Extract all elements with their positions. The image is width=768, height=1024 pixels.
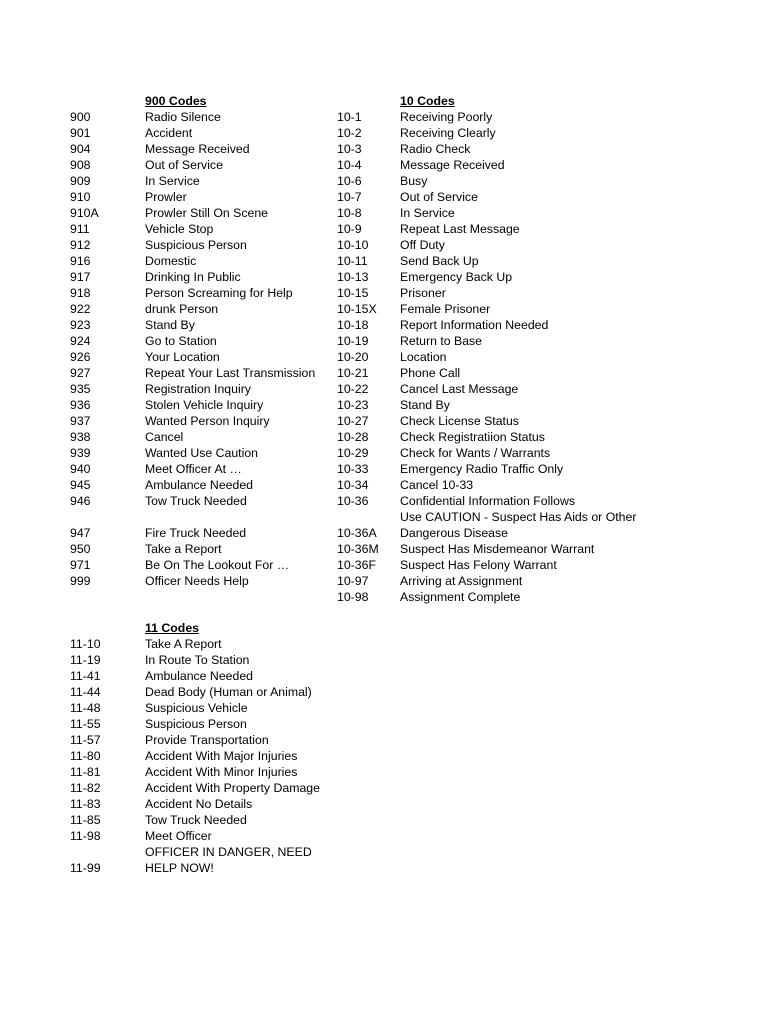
code-meaning: Tow Truck Needed bbox=[145, 494, 247, 508]
code-meaning: Return to Base bbox=[400, 334, 483, 348]
code-meaning: Take a Report bbox=[145, 542, 222, 556]
code-meaning: Ambulance Needed bbox=[145, 478, 254, 492]
code-meaning: Accident With Property Damage bbox=[145, 781, 320, 795]
code-number: 11-83 bbox=[70, 797, 101, 811]
code-meaning: Stand By bbox=[400, 398, 450, 412]
code-number: 11-48 bbox=[70, 701, 101, 715]
code-number: 10-29 bbox=[337, 446, 369, 460]
code-number: 10-2 bbox=[337, 126, 362, 140]
code-number: 946 bbox=[70, 494, 91, 508]
code-meaning: Suspicious Vehicle bbox=[145, 701, 248, 715]
code-meaning: Drinking In Public bbox=[145, 270, 241, 284]
code-meaning: Go to Station bbox=[145, 334, 217, 348]
code-number: 945 bbox=[70, 478, 91, 492]
code-number: 918 bbox=[70, 286, 91, 300]
code-number: 11-81 bbox=[70, 765, 101, 779]
code-number: 10-4 bbox=[337, 158, 362, 172]
code-number: 10-36F bbox=[337, 558, 376, 572]
code-number: 940 bbox=[70, 462, 91, 476]
code-number: 912 bbox=[70, 238, 91, 252]
code-number: 922 bbox=[70, 302, 91, 316]
code-meaning: Cancel Last Message bbox=[400, 382, 519, 396]
code-number: 10-8 bbox=[337, 206, 362, 220]
code-number: 917 bbox=[70, 270, 91, 284]
code-number: 971 bbox=[70, 558, 91, 572]
code-meaning: Message Received bbox=[145, 142, 250, 156]
code-meaning: Take A Report bbox=[145, 637, 222, 651]
code-meaning: Phone Call bbox=[400, 366, 461, 380]
code-meaning: Report Information Needed bbox=[400, 318, 549, 332]
code-meaning: Radio Silence bbox=[145, 110, 221, 124]
code-number: 938 bbox=[70, 430, 91, 444]
code-meaning: Provide Transportation bbox=[145, 733, 269, 747]
code-number: 10-34 bbox=[337, 478, 369, 492]
code-number: 908 bbox=[70, 158, 91, 172]
code-number: 10-97 bbox=[337, 574, 369, 588]
code-meaning: Busy bbox=[400, 174, 428, 188]
code-number: 11-19 bbox=[70, 653, 101, 667]
code-number: 999 bbox=[70, 574, 91, 588]
code-number: 10-28 bbox=[337, 430, 369, 444]
code-number: 936 bbox=[70, 398, 91, 412]
code-meaning: Cancel 10-33 bbox=[400, 478, 474, 492]
code-number: 10-11 bbox=[337, 254, 368, 268]
code-meaning: Repeat Your Last Transmission bbox=[145, 366, 316, 380]
code-number: 10-27 bbox=[337, 414, 369, 428]
code-number: 924 bbox=[70, 334, 91, 348]
code-number: 10-10 bbox=[337, 238, 369, 252]
code-number: 923 bbox=[70, 318, 91, 332]
code-number: 10-36A bbox=[337, 526, 377, 540]
code-number: 11-55 bbox=[70, 717, 101, 731]
code-number: 10-22 bbox=[337, 382, 369, 396]
code-meaning: Female Prisoner bbox=[400, 302, 491, 316]
code-meaning: Accident With Major Injuries bbox=[145, 749, 298, 763]
code-meaning: Use CAUTION - Suspect Has Aids or Other bbox=[400, 510, 637, 524]
code-number: 904 bbox=[70, 142, 91, 156]
code-number: 10-20 bbox=[337, 350, 369, 364]
code-meaning: Accident bbox=[145, 126, 193, 140]
section-title-10-codes: 10 Codes bbox=[400, 94, 455, 108]
code-meaning: Your Location bbox=[145, 350, 220, 364]
code-meaning: Domestic bbox=[145, 254, 197, 268]
code-number: 10-13 bbox=[337, 270, 369, 284]
code-meaning: Be On The Lookout For … bbox=[145, 558, 289, 572]
section-title-900-codes: 900 Codes bbox=[145, 94, 207, 108]
code-number: 11-10 bbox=[70, 637, 101, 651]
code-meaning: Emergency Radio Traffic Only bbox=[400, 462, 564, 476]
code-meaning: Officer Needs Help bbox=[145, 574, 249, 588]
code-meaning: Dangerous Disease bbox=[400, 526, 509, 540]
code-number: 10-98 bbox=[337, 590, 369, 604]
code-number: 935 bbox=[70, 382, 91, 396]
code-meaning: Check Registratiion Status bbox=[400, 430, 545, 444]
code-number: 11-80 bbox=[70, 749, 101, 763]
code-number: 10-15 bbox=[337, 286, 369, 300]
code-number: 926 bbox=[70, 350, 91, 364]
code-meaning: Meet Officer bbox=[145, 829, 212, 843]
code-meaning: Wanted Use Caution bbox=[145, 446, 259, 460]
code-meaning: Confidential Information Follows bbox=[400, 494, 575, 508]
code-number: 901 bbox=[70, 126, 91, 140]
code-number: 927 bbox=[70, 366, 91, 380]
code-number: 11-82 bbox=[70, 781, 101, 795]
code-meaning: Out of Service bbox=[145, 158, 223, 172]
code-number: 910A bbox=[70, 206, 99, 220]
code-number: 900 bbox=[70, 110, 91, 124]
code-meaning: Check for Wants / Warrants bbox=[400, 446, 551, 460]
code-number: 10-36 bbox=[337, 494, 369, 508]
code-number: 11-99 bbox=[70, 861, 101, 875]
code-meaning: In Route To Station bbox=[145, 653, 250, 667]
code-meaning: Out of Service bbox=[400, 190, 478, 204]
code-meaning: In Service bbox=[400, 206, 455, 220]
code-number: 909 bbox=[70, 174, 91, 188]
code-meaning: Assignment Complete bbox=[400, 590, 521, 604]
code-meaning: Suspect Has Misdemeanor Warrant bbox=[400, 542, 595, 556]
code-meaning: Repeat Last Message bbox=[400, 222, 520, 236]
code-meaning: Message Received bbox=[400, 158, 505, 172]
code-number: 10-19 bbox=[337, 334, 369, 348]
code-meaning: Emergency Back Up bbox=[400, 270, 513, 284]
code-meaning: Prisoner bbox=[400, 286, 446, 300]
code-number: 937 bbox=[70, 414, 91, 428]
code-meaning: Send Back Up bbox=[400, 254, 479, 268]
code-number: 11-41 bbox=[70, 669, 101, 683]
code-meaning: Meet Officer At … bbox=[145, 462, 242, 476]
code-meaning: Tow Truck Needed bbox=[145, 813, 247, 827]
code-meaning: Location bbox=[400, 350, 447, 364]
code-meaning: Stand By bbox=[145, 318, 195, 332]
code-number: 10-36M bbox=[337, 542, 379, 556]
code-number: 911 bbox=[70, 222, 90, 236]
code-number: 939 bbox=[70, 446, 91, 460]
code-meaning: Prowler bbox=[145, 190, 187, 204]
code-number: 10-9 bbox=[337, 222, 362, 236]
section-title-11-codes: 11 Codes bbox=[145, 621, 199, 635]
code-meaning: Person Screaming for Help bbox=[145, 286, 293, 300]
code-number: 10-33 bbox=[337, 462, 369, 476]
code-number: 11-57 bbox=[70, 733, 101, 747]
code-number: 10-6 bbox=[337, 174, 362, 188]
code-meaning: Dead Body (Human or Animal) bbox=[145, 685, 312, 699]
code-number: 10-3 bbox=[337, 142, 362, 156]
code-meaning: OFFICER IN DANGER, NEED bbox=[145, 845, 312, 859]
code-meaning: Cancel bbox=[145, 430, 184, 444]
code-meaning: Receiving Poorly bbox=[400, 110, 493, 124]
code-number: 947 bbox=[70, 526, 91, 540]
code-meaning: Off Duty bbox=[400, 238, 445, 252]
code-meaning: Prowler Still On Scene bbox=[145, 206, 269, 220]
code-meaning: Registration Inquiry bbox=[145, 382, 251, 396]
code-meaning: HELP NOW! bbox=[145, 861, 214, 875]
code-meaning: Radio Check bbox=[400, 142, 471, 156]
code-meaning: Receiving Clearly bbox=[400, 126, 496, 140]
code-meaning: Suspect Has Felony Warrant bbox=[400, 558, 557, 572]
code-meaning: Suspicious Person bbox=[145, 238, 247, 252]
code-number: 10-18 bbox=[337, 318, 369, 332]
code-meaning: Ambulance Needed bbox=[145, 669, 254, 683]
code-meaning: Vehicle Stop bbox=[145, 222, 214, 236]
code-number: 10-23 bbox=[337, 398, 369, 412]
code-number: 10-1 bbox=[337, 110, 362, 124]
code-meaning: In Service bbox=[145, 174, 200, 188]
code-number: 10-21 bbox=[337, 366, 369, 380]
code-number: 11-98 bbox=[70, 829, 101, 843]
code-meaning: Wanted Person Inquiry bbox=[145, 414, 270, 428]
code-meaning: Arriving at Assignment bbox=[400, 574, 523, 588]
code-meaning: drunk Person bbox=[145, 302, 219, 316]
code-number: 11-44 bbox=[70, 685, 101, 699]
code-meaning: Accident No Details bbox=[145, 797, 253, 811]
code-meaning: Accident With Minor Injuries bbox=[145, 765, 298, 779]
code-meaning: Fire Truck Needed bbox=[145, 526, 247, 540]
code-number: 910 bbox=[70, 190, 91, 204]
code-number: 11-85 bbox=[70, 813, 101, 827]
code-meaning: Check License Status bbox=[400, 414, 519, 428]
code-number: 10-15X bbox=[337, 302, 377, 316]
code-meaning: Suspicious Person bbox=[145, 717, 247, 731]
code-number: 950 bbox=[70, 542, 91, 556]
code-number: 916 bbox=[70, 254, 91, 268]
code-number: 10-7 bbox=[337, 190, 362, 204]
code-meaning: Stolen Vehicle Inquiry bbox=[145, 398, 264, 412]
